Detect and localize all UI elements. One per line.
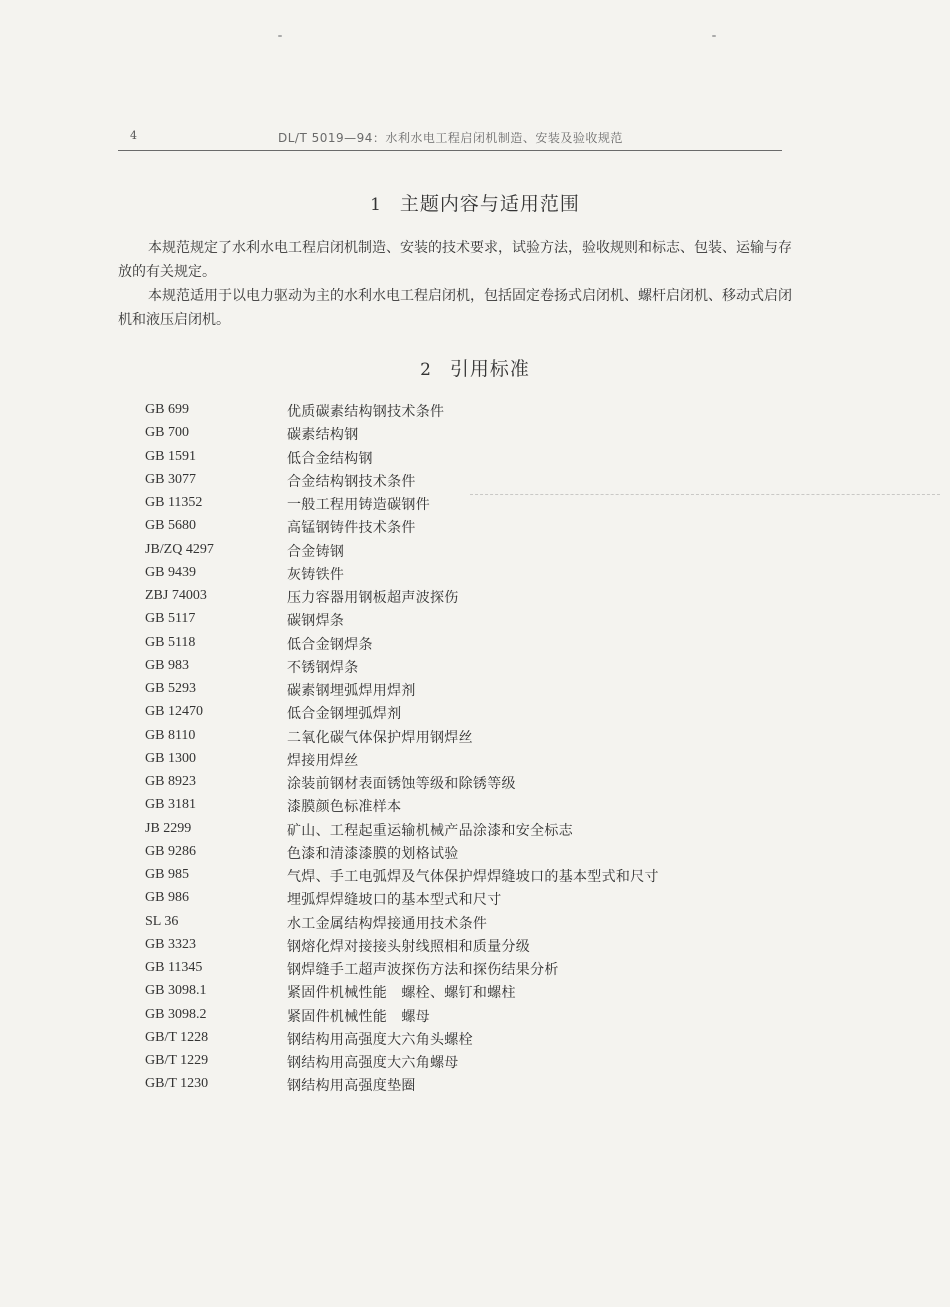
reference-title: 低合金结构钢 <box>287 450 373 467</box>
reference-title: 气焊、手工电弧焊及气体保护焊焊缝坡口的基本型式和尺寸 <box>287 869 659 885</box>
reference-title: 碳素结构钢 <box>287 427 359 444</box>
reference-title: 低合金钢焊条 <box>287 636 373 653</box>
reference-code: GB 12470 <box>145 704 203 720</box>
reference-row <box>145 400 785 423</box>
reference-code: JB 2299 <box>145 820 192 836</box>
reference-title: 高锰钢铸件技术条件 <box>287 520 416 537</box>
reference-row <box>145 1051 785 1074</box>
reference-row <box>145 888 785 911</box>
reference-title: 碳素钢埋弧焊用焊剂 <box>287 683 416 699</box>
reference-code: GB 3323 <box>145 936 196 952</box>
section-1-paragraph-1: 本规范规定了水利水电工程启闭机制造、安装的技术要求，试验方法，验收规则和标志、包装、运输与存放的有关规定。 <box>118 240 792 280</box>
section-2-heading <box>0 354 950 381</box>
reference-title: 钢结构用高强度垫圈 <box>287 1078 416 1095</box>
reference-row <box>145 633 785 656</box>
reference-code: GB 3098.1 <box>145 983 207 999</box>
scan-speck <box>712 35 716 37</box>
section-1-paragraph-2: 本规范适用于以电力驱动为主的水利水电工程启闭机，包括固定卷扬式启闭机、螺杆启闭机、移动式启闭机和液压启闭机。 <box>118 288 792 328</box>
reference-code: GB 9286 <box>145 843 196 859</box>
reference-code: GB 3077 <box>145 471 196 487</box>
section-2-title: 引用标准 <box>449 358 530 380</box>
reference-row <box>145 516 785 539</box>
reference-row <box>145 842 785 865</box>
reference-title: 合金结构钢技术条件 <box>287 473 416 490</box>
reference-code: GB 1300 <box>145 750 196 766</box>
reference-code: GB 986 <box>145 890 189 906</box>
reference-code: SL 36 <box>145 913 179 929</box>
reference-list <box>145 400 785 1098</box>
reference-code: GB 3098.2 <box>145 1006 207 1022</box>
reference-row <box>145 1005 785 1028</box>
section-1-title: 主题内容与适用范围 <box>399 193 580 215</box>
reference-row <box>145 447 785 470</box>
reference-title: 压力容器用钢板超声波探伤 <box>287 590 459 606</box>
reference-title: 漆膜颜色标准样本 <box>287 799 402 816</box>
reference-title: 碳钢焊条 <box>287 613 345 630</box>
reference-title: 水工金属结构焊接通用技术条件 <box>287 915 488 932</box>
reference-title: 钢结构用高强度大六角螺母 <box>287 1055 459 1071</box>
reference-code: GB 8923 <box>145 774 196 789</box>
reference-row <box>145 586 785 609</box>
section-2-number: 2 <box>420 360 432 380</box>
reference-title: 优质碳素结构钢技术条件 <box>287 404 445 420</box>
reference-title: 紧固件机械性能 螺栓、螺钉和螺柱 <box>287 985 516 1002</box>
page-number: 4 <box>130 129 137 142</box>
reference-row <box>145 563 785 586</box>
reference-code: GB 11345 <box>145 960 203 975</box>
reference-code: GB 8110 <box>145 727 196 743</box>
reference-title: 色漆和清漆漆膜的划格试验 <box>287 845 459 862</box>
reference-row <box>145 819 785 842</box>
reference-row <box>145 609 785 632</box>
section-1-number: 1 <box>370 195 382 215</box>
running-header <box>118 124 782 151</box>
reference-code: JB/ZQ 4297 <box>145 541 214 557</box>
reference-row <box>145 493 785 516</box>
reference-code: GB 9439 <box>145 564 196 580</box>
reference-title: 埋弧焊焊缝坡口的基本型式和尺寸 <box>287 892 502 909</box>
reference-title: 不锈钢焊条 <box>287 659 359 676</box>
reference-title: 矿山、工程起重运输机械产品涂漆和安全标志 <box>287 822 573 839</box>
reference-title: 一般工程用铸造碳钢件 <box>287 497 430 513</box>
reference-title: 钢熔化焊对接接头射线照相和质量分级 <box>287 938 531 955</box>
reference-row <box>145 935 785 958</box>
reference-title: 二氧化碳气体保护焊用钢焊丝 <box>287 729 473 746</box>
reference-row <box>145 679 785 702</box>
reference-code: GB 985 <box>145 867 189 882</box>
reference-row <box>145 1074 785 1097</box>
reference-code: GB 11352 <box>145 495 203 510</box>
reference-title: 合金铸钢 <box>287 543 345 560</box>
reference-row <box>145 726 785 749</box>
reference-row <box>145 470 785 493</box>
reference-title: 钢焊缝手工超声波探伤方法和探伤结果分析 <box>287 962 559 978</box>
reference-row <box>145 1028 785 1051</box>
reference-code: ZBJ 74003 <box>145 588 207 603</box>
reference-row <box>145 865 785 888</box>
reference-code: GB 5680 <box>145 518 196 534</box>
reference-code: GB/T 1230 <box>145 1076 209 1092</box>
reference-code: GB/T 1228 <box>145 1029 209 1045</box>
reference-row <box>145 795 785 818</box>
reference-code: GB 700 <box>145 425 189 441</box>
reference-title: 低合金钢埋弧焊剂 <box>287 706 402 723</box>
reference-title: 焊接用焊丝 <box>287 752 359 769</box>
scan-speck <box>278 35 282 37</box>
section-1-heading <box>0 189 950 216</box>
reference-code: GB 983 <box>145 657 189 673</box>
reference-code: GB 3181 <box>145 797 196 813</box>
reference-code: GB 699 <box>145 402 189 417</box>
reference-code: GB 5293 <box>145 681 196 696</box>
reference-row <box>145 912 785 935</box>
reference-row <box>145 772 785 795</box>
reference-row <box>145 958 785 981</box>
bleed-through-mark <box>470 494 940 496</box>
reference-row <box>145 702 785 725</box>
reference-row <box>145 749 785 772</box>
reference-code: GB 5117 <box>145 611 196 627</box>
header-title: DL/T 5019—94：水利水电工程启闭机制造、安装及验收规范 <box>278 131 623 145</box>
reference-title: 灰铸铁件 <box>287 566 345 583</box>
reference-code: GB/T 1229 <box>145 1053 209 1068</box>
reference-row <box>145 981 785 1004</box>
reference-code: GB 1591 <box>145 448 196 464</box>
reference-code: GB 5118 <box>145 634 196 650</box>
reference-title: 钢结构用高强度大六角头螺栓 <box>287 1031 473 1048</box>
reference-row <box>145 540 785 563</box>
reference-row <box>145 423 785 446</box>
reference-row <box>145 656 785 679</box>
reference-title: 涂装前钢材表面锈蚀等级和除锈等级 <box>287 776 516 792</box>
reference-title: 紧固件机械性能 螺母 <box>287 1008 430 1025</box>
